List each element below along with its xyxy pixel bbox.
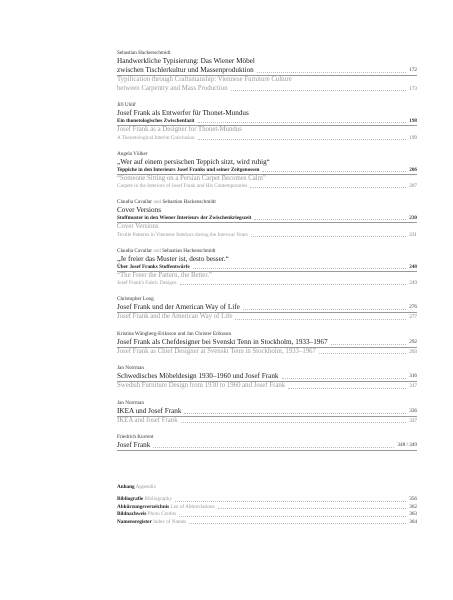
entry-subtitle-en: A Thonetological Interim Conclusion 199	[117, 134, 417, 141]
entry-author: Claudia Cavallar and Sebastian Hackenschmidt	[117, 247, 216, 254]
page-number: 231	[409, 231, 417, 238]
entry-author: Jan Norrman	[117, 399, 144, 406]
entry-subtitle: Über Josef Franks Stoffentwürfe 248	[117, 263, 417, 270]
page-number: 248	[409, 263, 417, 270]
entry-title: Handwerkliche Typisierung: Das Wiener Möbel	[117, 57, 255, 65]
page-number: 198	[409, 118, 417, 124]
divider	[117, 450, 417, 451]
entry-title-en-continued: between Carpentry and Mass Production 173	[117, 84, 417, 92]
page-number: 199	[409, 134, 417, 141]
entry-title-en: Josef Frank and the American Way of Life 277	[117, 313, 417, 320]
page-number: 172	[409, 67, 417, 73]
entry-title-continued: zwischen Tischlerkultur und Massenproduktion 172	[117, 66, 417, 74]
entry-author: Angela Völker	[117, 150, 148, 157]
entry-title: Schwedisches Möbeldesign 1930–1960 und Josef Frank 316	[117, 372, 417, 380]
page-number: 249	[409, 280, 417, 286]
entry-title: Josef Frank 348 / 349	[117, 441, 417, 449]
entry-title: IKEA und Josef Frank 336	[117, 406, 417, 415]
table-of-contents	[117, 50, 417, 460]
page-number: 207	[409, 183, 417, 189]
entry-author: Christopher Long	[117, 296, 154, 302]
page-number: 364	[409, 518, 417, 525]
toc-entry	[117, 434, 417, 451]
page-number: 276	[409, 304, 417, 310]
entry-title: Josef Frank und der American Way of Life 276	[117, 303, 417, 311]
toc-entry	[117, 296, 417, 322]
entry-author: Jiří Uhlíř	[117, 102, 136, 108]
page-number: 293	[409, 348, 417, 355]
entry-title-en: IKEA and Josef Frank 337	[117, 416, 417, 424]
appendix-heading: Anhang Appendix	[117, 484, 157, 490]
entry-subtitle: Ein thonetologisches Zwischenfazit 198	[117, 118, 417, 124]
entry-subtitle: Stoffmuster in den Wiener Interieurs der Zwischenkriegszeit 230	[117, 215, 417, 221]
page-number: 337	[409, 417, 417, 424]
page-number: 363	[409, 511, 417, 518]
page-number: 356	[409, 496, 417, 502]
page-number: 277	[409, 314, 417, 320]
entry-subtitle-en: Josef Frank's Fabric Designs 249	[117, 280, 417, 286]
appendix-section	[117, 484, 417, 526]
entry-author: Friedrich Kurrent	[117, 434, 154, 440]
appendix-item: Bibliografie Bibliography 356	[117, 496, 417, 502]
page-number: 336	[409, 407, 417, 414]
page-number: 317	[409, 383, 417, 389]
page-number: 362	[409, 503, 417, 510]
entry-title: Josef Frank als Entwerfer für Thonet-Mundus	[117, 109, 249, 117]
toc-entry	[117, 248, 417, 288]
entry-title-en: Josef Frank as a Designer for Thonet-Mundus	[117, 126, 242, 133]
toc-entry	[117, 365, 417, 391]
toc-entry	[117, 151, 417, 191]
entry-author: Claudia Cavallar und Sebastian Hackenschmidt	[117, 199, 216, 205]
page-number: 348 / 349	[397, 442, 417, 448]
entry-title-en: “The Freer the Pattern, the Better.”	[117, 271, 212, 279]
entry-title-en: Swedish Furniture Design from 1930 to 1960 and Josef Frank 317	[117, 382, 417, 389]
page-number: 173	[409, 85, 417, 92]
toc-entry	[117, 400, 417, 426]
entry-title-en: Typification through Craftsmanship: Viennese Furniture Culture	[117, 76, 292, 83]
entry-title-en: Cover Versions	[117, 223, 159, 230]
entry-author: Jan Norrman	[117, 365, 144, 371]
entry-author: Kristina Wängberg-Eriksson und Jan Christer Eriksson	[117, 330, 232, 337]
page-number: 230	[409, 215, 417, 221]
page-number: 206	[409, 166, 417, 173]
entry-subtitle-en: Textile Patterns in Viennese Interiors during the Interwar Years 231	[117, 231, 417, 238]
entry-subtitle-en: Carpets in the Interiors of Josef Frank and His Contemporaries 207	[117, 183, 417, 189]
page-number: 292	[409, 338, 417, 345]
toc-entry	[117, 50, 417, 93]
entry-title-en: Josef Frank as Chief Designer at Svenskt Tenn in Stockholm, 1933–1967 293	[117, 347, 417, 355]
entry-subtitle: Teppiche in den Interieurs Josef Franks und seiner Zeitgenossen 206	[117, 166, 417, 173]
entry-title: „Je freier das Muster ist, desto besser.“	[117, 254, 229, 263]
page-number: 316	[409, 373, 417, 379]
appendix-item: Bildnachweis Photo Credits 363	[117, 511, 417, 518]
entry-title: Josef Frank als Chefdesigner bei Svenskt Tenn in Stockholm, 1933–1967 292	[117, 337, 417, 346]
appendix-item: Abkürzungsverzeichnis List of Abbreviations 362	[117, 503, 417, 510]
entry-author: Sebastian Hackenschmidt	[117, 50, 171, 56]
entry-title: Cover Versions	[117, 206, 161, 214]
appendix-item: Namensregister Index of Names 364	[117, 518, 417, 525]
entry-title-en: “Someone Sitting on a Persian Carpet Becomes Calm”	[117, 174, 266, 182]
toc-entry	[117, 331, 417, 357]
toc-entry	[117, 199, 417, 239]
entry-title: „Wer auf einem persischen Teppich sitzt, wird ruhig“	[117, 157, 270, 166]
toc-entry	[117, 102, 417, 142]
